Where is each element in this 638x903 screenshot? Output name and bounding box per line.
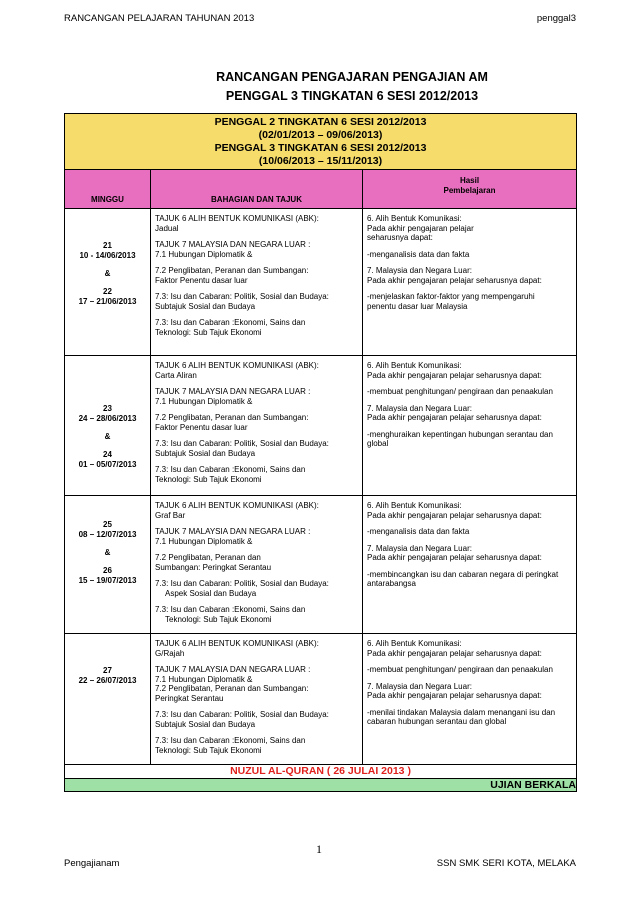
outcome-cell bbox=[363, 496, 577, 634]
outcome-block bbox=[367, 266, 572, 285]
plan-rows bbox=[65, 209, 577, 765]
week-line: 22 – 26/07/2013 bbox=[78, 676, 137, 685]
outcome-block bbox=[367, 430, 572, 449]
text-line: Pada akhir pengajaran pelajar seharusnya dapat: bbox=[367, 413, 542, 422]
text-line: -menganalisis data dan fakta bbox=[367, 249, 470, 259]
topic-block bbox=[155, 240, 358, 259]
text-line: 7.1 Hubungan Diplomatik & bbox=[155, 674, 253, 684]
page-number: 1 bbox=[316, 842, 322, 856]
text-line: Teknologi: Sub Tajuk Ekonomi bbox=[165, 614, 272, 624]
text-line: 7.3: Isu dan Cabaran: Politik, Sosial dan Budaya: bbox=[155, 292, 329, 301]
doc-header-left: RANCANGAN PELAJARAN TAHUNAN 2013 bbox=[64, 13, 255, 24]
text-line: TAJUK 6 ALIH BENTUK KOMUNIKASI (ABK): bbox=[155, 361, 319, 370]
topic-block bbox=[155, 214, 358, 233]
text-line: Jadual bbox=[155, 223, 179, 233]
text-line: 6. Alih Bentuk Komunikasi: bbox=[367, 214, 462, 223]
topic-block bbox=[155, 710, 358, 729]
text-line: -membincangkan isu dan cabaran negara di peringkat bbox=[367, 569, 559, 579]
text-line: 6. Alih Bentuk Komunikasi: bbox=[367, 639, 462, 648]
outcome-block bbox=[367, 292, 572, 311]
topic-block bbox=[155, 527, 358, 546]
outcome-block bbox=[367, 501, 572, 520]
text-line: Pada akhir pengajaran pelajar seharusnya dapat: bbox=[367, 553, 542, 562]
topic-block bbox=[155, 413, 358, 432]
topic-block bbox=[155, 553, 358, 572]
topic-block bbox=[155, 501, 358, 520]
week-line: 17 – 21/06/2013 bbox=[78, 297, 137, 306]
text-line: antarabangsa bbox=[367, 579, 416, 588]
outcome-block bbox=[367, 250, 572, 260]
text-line: 6. Alih Bentuk Komunikasi: bbox=[367, 361, 462, 370]
ujian-row bbox=[65, 779, 577, 792]
text-line: -menjelaskan faktor-faktor yang mempengaruhi bbox=[367, 292, 535, 301]
text-line: 7. Malaysia dan Negara Luar: bbox=[367, 543, 472, 553]
topic-cell bbox=[151, 496, 363, 634]
doc-subtitle: PENGGAL 3 TINGKATAN 6 SESI 2012/2013 bbox=[225, 89, 479, 103]
text-line: global bbox=[367, 439, 389, 448]
doc-header-right: penggal3 bbox=[536, 13, 576, 24]
nuzul-label: NUZUL AL-QURAN ( 26 JULAI 2013 ) bbox=[65, 765, 577, 779]
topic-block bbox=[155, 465, 358, 484]
text-line: cabaran hubungan serantau dan global bbox=[367, 717, 507, 726]
week-cell bbox=[65, 634, 151, 765]
topic-block bbox=[155, 318, 358, 337]
term3-title: PENGGAL 3 TINGKATAN 6 SESI 2012/2013 bbox=[214, 142, 427, 154]
term2-title: PENGGAL 2 TINGKATAN 6 SESI 2012/2013 bbox=[214, 116, 427, 128]
text-line: 7.2 Penglibatan, Peranan dan Sumbangan: bbox=[155, 684, 309, 693]
text-line: Subtajuk Sosial dan Budaya bbox=[155, 719, 256, 729]
text-line: Teknologi: Sub Tajuk Ekonomi bbox=[155, 327, 262, 337]
text-line: Subtajuk Sosial dan Budaya bbox=[155, 448, 256, 458]
text-line: 7. Malaysia dan Negara Luar: bbox=[367, 266, 472, 275]
text-line: G/Rajah bbox=[155, 648, 185, 658]
topic-block bbox=[155, 266, 358, 285]
week-line: 24 bbox=[103, 450, 112, 459]
outcome-block bbox=[367, 708, 572, 727]
outcome-block bbox=[367, 214, 572, 243]
text-line: Carta Aliran bbox=[155, 370, 197, 380]
topic-block bbox=[155, 579, 358, 598]
text-line: 7.2 Penglibatan, Peranan dan Sumbangan: bbox=[155, 266, 309, 275]
text-line: 7.3: Isu dan Cabaran :Ekonomi, Sains dan bbox=[155, 736, 306, 745]
table-row bbox=[65, 209, 577, 356]
col-bahagian: BAHAGIAN DAN TAJUK bbox=[151, 170, 363, 209]
text-line: Aspek Sosial dan Budaya bbox=[165, 588, 257, 598]
nuzul-row bbox=[65, 765, 577, 779]
text-line: TAJUK 6 ALIH BENTUK KOMUNIKASI (ABK): bbox=[155, 639, 319, 648]
week-line: 21 bbox=[103, 241, 112, 250]
text-line: 7.3: Isu dan Cabaran: Politik, Sosial dan Budaya: bbox=[155, 439, 329, 448]
col-hasil bbox=[363, 170, 577, 209]
outcome-cell bbox=[363, 634, 577, 765]
week-line: 01 – 05/07/2013 bbox=[78, 460, 137, 469]
plan-table bbox=[64, 113, 577, 792]
text-line: Teknologi: Sub Tajuk Ekonomi bbox=[155, 474, 262, 484]
week-line: & bbox=[104, 548, 111, 557]
text-line: TAJUK 7 MALAYSIA DAN NEGARA LUAR : bbox=[155, 240, 311, 249]
text-line: Pada akhir pengajaran pelajar bbox=[367, 223, 474, 233]
col-hasil-line1: Hasil bbox=[459, 176, 480, 185]
text-line: -membuat penghitungan/ pengiraan dan penaakulan bbox=[367, 665, 553, 674]
outcome-block bbox=[367, 682, 572, 701]
topic-block bbox=[155, 639, 358, 658]
text-line: 7.3: Isu dan Cabaran :Ekonomi, Sains dan bbox=[155, 318, 306, 327]
topic-block bbox=[155, 665, 358, 703]
term3-dates: (10/06/2013 – 15/11/2013) bbox=[258, 155, 383, 167]
week-line: 24 – 28/06/2013 bbox=[78, 414, 137, 423]
week-line: 25 bbox=[103, 520, 112, 529]
text-line: 7.3: Isu dan Cabaran: Politik, Sosial dan Budaya: bbox=[155, 579, 329, 588]
text-line: 7.3: Isu dan Cabaran :Ekonomi, Sains dan bbox=[155, 605, 306, 614]
week-line: 22 bbox=[103, 287, 112, 296]
text-line: Pada akhir pengajaran pelajar seharusnya dapat: bbox=[367, 275, 542, 285]
week-line: 27 bbox=[103, 666, 112, 675]
text-line: TAJUK 7 MALAYSIA DAN NEGARA LUAR : bbox=[155, 665, 311, 674]
text-line: TAJUK 7 MALAYSIA DAN NEGARA LUAR : bbox=[155, 527, 311, 536]
text-line: TAJUK 6 ALIH BENTUK KOMUNIKASI (ABK): bbox=[155, 501, 319, 510]
text-line: Graf Bar bbox=[155, 510, 186, 520]
week-line: 15 – 19/07/2013 bbox=[78, 576, 137, 585]
doc-footer-right: SSN SMK SERI KOTA, MELAKA bbox=[436, 858, 576, 869]
text-line: TAJUK 6 ALIH BENTUK KOMUNIKASI (ABK): bbox=[155, 214, 319, 223]
week-cell bbox=[65, 356, 151, 496]
week-cell bbox=[65, 496, 151, 634]
col-minggu: MINGGU bbox=[65, 170, 151, 209]
topic-block bbox=[155, 387, 358, 406]
week-line: 08 – 12/07/2013 bbox=[78, 530, 137, 539]
text-line: penentu dasar luar Malaysia bbox=[367, 301, 468, 311]
text-line: Subtajuk Sosial dan Budaya bbox=[155, 301, 256, 311]
table-row bbox=[65, 634, 577, 765]
text-line: 7.2 Penglibatan, Peranan dan bbox=[155, 553, 261, 562]
topic-block bbox=[155, 736, 358, 755]
text-line: 7.3: Isu dan Cabaran :Ekonomi, Sains dan bbox=[155, 465, 306, 474]
topic-block bbox=[155, 361, 358, 380]
col-hasil-line2: Pembelajaran bbox=[443, 186, 496, 195]
week-line: & bbox=[104, 432, 111, 441]
text-line: Teknologi: Sub Tajuk Ekonomi bbox=[155, 745, 262, 755]
week-line: 23 bbox=[103, 404, 112, 413]
outcome-block bbox=[367, 665, 572, 675]
text-line: 6. Alih Bentuk Komunikasi: bbox=[367, 501, 462, 510]
outcome-block bbox=[367, 527, 572, 537]
term-banner bbox=[65, 114, 577, 170]
term2-dates: (02/01/2013 – 09/06/2013) bbox=[258, 129, 383, 141]
ujian-label: UJIAN BERKALA bbox=[65, 779, 577, 792]
text-line: 7.1 Hubungan Diplomatik & bbox=[155, 536, 253, 546]
outcome-cell bbox=[363, 209, 577, 356]
table-row bbox=[65, 496, 577, 634]
text-line: -menghuraikan kepentingan hubungan serantau dan bbox=[367, 429, 553, 439]
text-line: -menilai tindakan Malaysia dalam menangani isu dan bbox=[367, 707, 556, 717]
text-line: 7.1 Hubungan Diplomatik & bbox=[155, 249, 253, 259]
outcome-block bbox=[367, 544, 572, 563]
outcome-block bbox=[367, 387, 572, 397]
week-line: 10 - 14/06/2013 bbox=[79, 251, 136, 260]
topic-block bbox=[155, 605, 358, 624]
text-line: 7.2 Penglibatan, Peranan dan Sumbangan: bbox=[155, 413, 309, 422]
text-line: 7.3: Isu dan Cabaran: Politik, Sosial dan Budaya: bbox=[155, 710, 329, 719]
outcome-block bbox=[367, 361, 572, 380]
topic-cell bbox=[151, 209, 363, 356]
topic-cell bbox=[151, 356, 363, 496]
text-line: Pada akhir pengajaran pelajar seharusnya dapat: bbox=[367, 510, 542, 520]
text-line: 7.1 Hubungan Diplomatik & bbox=[155, 396, 253, 406]
week-cell bbox=[65, 209, 151, 356]
outcome-block bbox=[367, 570, 572, 589]
outcome-block bbox=[367, 404, 572, 423]
text-line: Faktor Penentu dasar luar bbox=[155, 275, 248, 285]
week-line: & bbox=[104, 269, 111, 278]
topic-cell bbox=[151, 634, 363, 765]
text-line: 7. Malaysia dan Negara Luar: bbox=[367, 681, 472, 691]
text-line: TAJUK 7 MALAYSIA DAN NEGARA LUAR : bbox=[155, 387, 311, 396]
text-line: -menganalisis data dan fakta bbox=[367, 527, 470, 536]
topic-block bbox=[155, 292, 358, 311]
text-line: Pada akhir pengajaran pelajar seharusnya dapat: bbox=[367, 370, 542, 380]
text-line: 7. Malaysia dan Negara Luar: bbox=[367, 403, 472, 413]
doc-title: RANCANGAN PENGAJARAN PENGAJIAN AM bbox=[216, 70, 488, 84]
table-row bbox=[65, 356, 577, 496]
column-header-row bbox=[65, 170, 577, 209]
outcome-block bbox=[367, 639, 572, 658]
text-line: Faktor Penentu dasar luar bbox=[155, 422, 248, 432]
text-line: Sumbangan: Peringkat Serantau bbox=[155, 562, 272, 572]
outcome-cell bbox=[363, 356, 577, 496]
text-line: Pada akhir pengajaran pelajar seharusnya dapat: bbox=[367, 648, 542, 658]
doc-footer-left: Pengajianam bbox=[64, 858, 120, 869]
text-line: seharusnya dapat: bbox=[367, 233, 433, 242]
text-line: Pada akhir pengajaran pelajar seharusnya dapat: bbox=[367, 691, 542, 700]
week-line: 26 bbox=[103, 566, 112, 575]
topic-block bbox=[155, 439, 358, 458]
text-line: -membuat penghitungan/ pengiraan dan penaakulan bbox=[367, 387, 553, 396]
text-line: Peringkat Serantau bbox=[155, 693, 224, 703]
